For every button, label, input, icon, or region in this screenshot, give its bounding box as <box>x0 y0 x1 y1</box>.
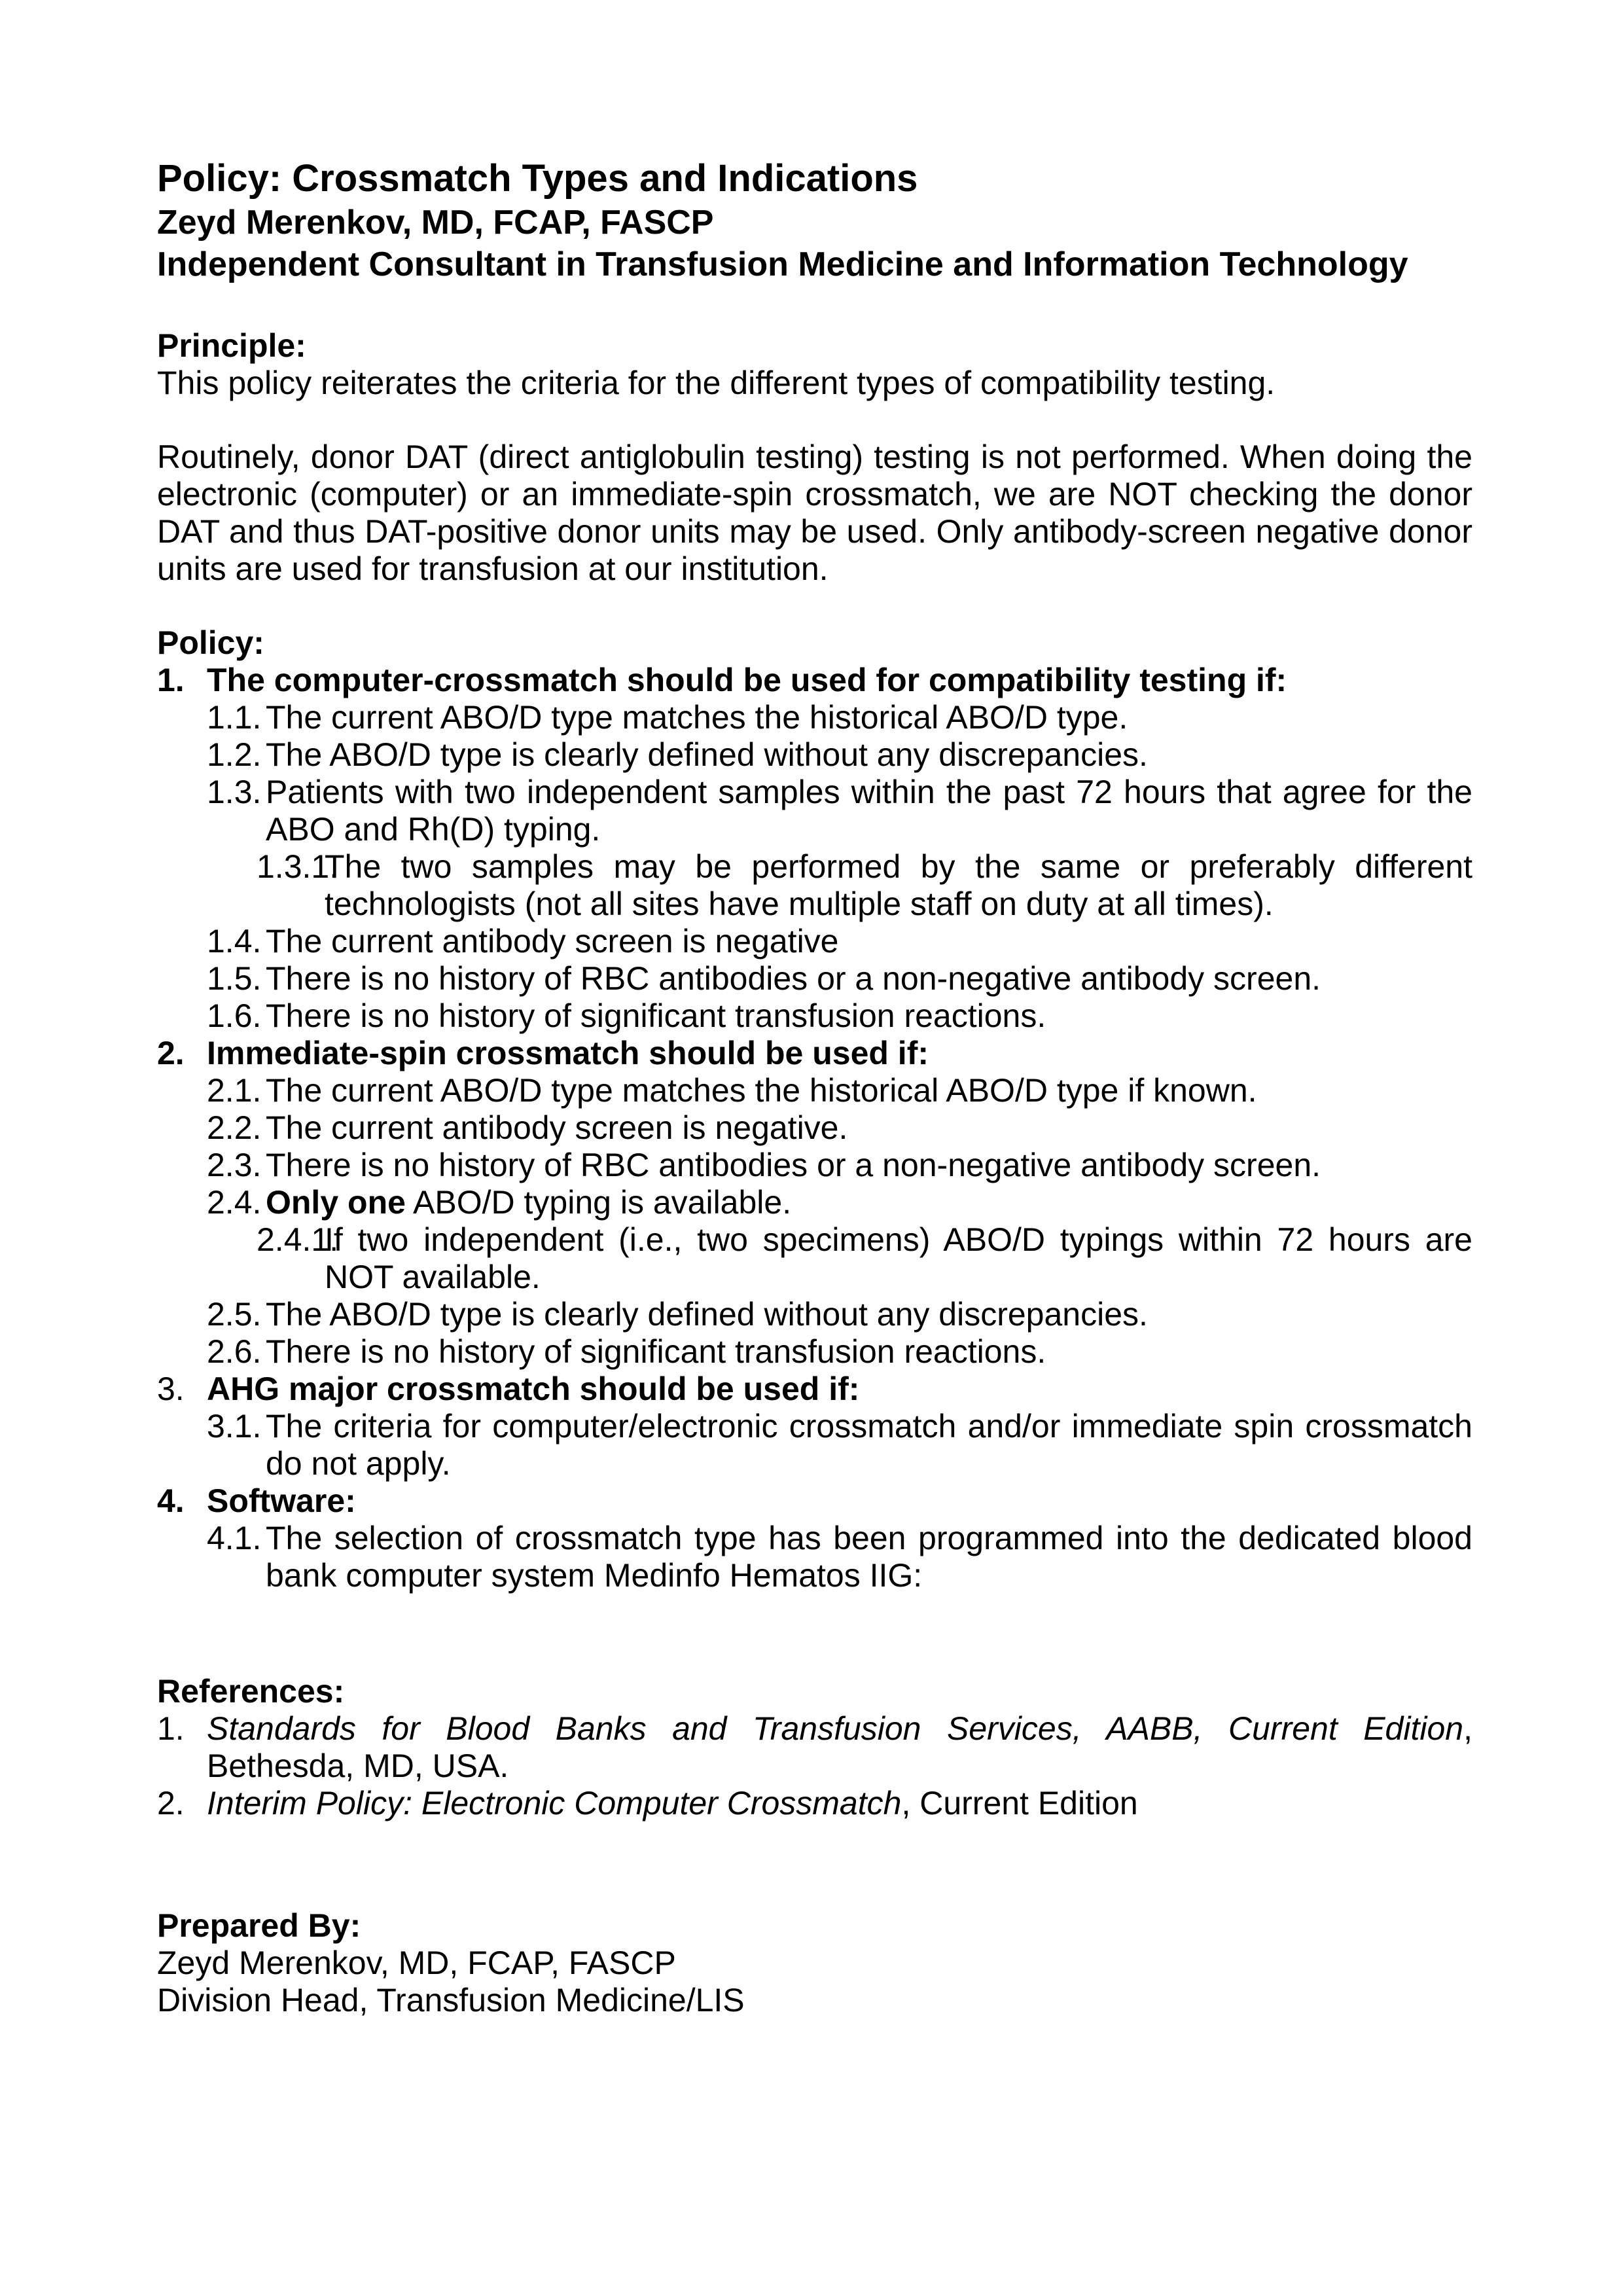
policy-heading: Policy: <box>157 624 264 661</box>
item-text: The ABO/D type is clearly defined without any discrepancies. <box>266 1296 1148 1333</box>
policy-item-2-5 <box>157 1296 1472 1333</box>
item-number: 4.1. <box>207 1520 262 1556</box>
item-number: 1.2. <box>207 736 262 773</box>
section-title: The computer-crossmatch should be used for compatibility testing if: <box>207 662 1287 698</box>
prepared-by-role: Division Head, Transfusion Medicine/LIS <box>157 1982 745 2018</box>
item-number: 1.5. <box>207 960 262 997</box>
policy-item-1-4 <box>157 923 1472 960</box>
reference-title: Standards for Blood Banks and Transfusion Services, AABB, Current Edition <box>207 1710 1464 1747</box>
item-text-rest: ABO/D typing is available. <box>405 1184 792 1221</box>
item-number: 3.1. <box>207 1408 262 1444</box>
policy-item-2-4-1 <box>157 1221 1472 1296</box>
policy-item-3-1 <box>157 1408 1472 1482</box>
policy-item-2-1 <box>157 1072 1472 1109</box>
affiliation-line: Independent Consultant in Transfusion Medicine and Information Technology <box>157 245 1408 283</box>
section-number: 3. <box>157 1371 185 1407</box>
emphasis-text: Only one <box>266 1184 406 1221</box>
item-text: There is no history of significant transfusion reactions. <box>266 1333 1046 1370</box>
policy-item-2-4 <box>157 1184 1472 1221</box>
item-number: 2.4. <box>207 1184 262 1221</box>
section-title: Software: <box>207 1482 356 1519</box>
section-title: AHG major crossmatch should be used if: <box>207 1371 860 1407</box>
policy-item-1-6 <box>157 997 1472 1035</box>
item-number: 2.2. <box>207 1109 262 1146</box>
section-number: 2. <box>157 1035 185 1071</box>
item-number: 2.5. <box>207 1296 262 1333</box>
item-text: The current antibody screen is negative <box>266 923 839 960</box>
reference-number: 1. <box>157 1710 185 1747</box>
item-text: There is no history of RBC antibodies or a non-negative antibody screen. <box>266 960 1321 997</box>
policy-item-1-3-1 <box>157 848 1472 923</box>
section-number: 1. <box>157 662 185 698</box>
policy-item-2-2 <box>157 1109 1472 1147</box>
reference-detail: , Bethesda, MD, USA. <box>207 1710 1472 1784</box>
prepared-by-heading: Prepared By: <box>157 1907 361 1944</box>
section-number: 4. <box>157 1482 185 1519</box>
author-line: Zeyd Merenkov, MD, FCAP, FASCP <box>157 204 714 242</box>
item-text: The current antibody screen is negative. <box>266 1109 848 1146</box>
reference-detail: , Current Edition <box>901 1785 1138 1821</box>
section-title: Immediate-spin crossmatch should be used if: <box>207 1035 929 1071</box>
principle-paragraph-2: Routinely, donor DAT (direct antiglobulin testing) testing is not performed. When doing the electronic (computer) or an immediate-spin crossmatch, we are NOT checking the donor DAT and thus DAT-positive donor units may be used. Only antibody-screen negative donor units are used for transfusion at our institution. <box>157 439 1472 587</box>
document-page <box>157 156 1472 2019</box>
item-text: The current ABO/D type matches the historical ABO/D type if known. <box>266 1072 1257 1109</box>
policy-item-1-3 <box>157 774 1472 848</box>
reference-2 <box>157 1785 1472 1822</box>
references-heading: References: <box>157 1673 345 1710</box>
policy-section-1 <box>157 662 1472 699</box>
item-number: 1.3.1. <box>257 848 339 885</box>
reference-1 <box>157 1710 1472 1785</box>
item-number: 2.6. <box>207 1333 262 1370</box>
policy-item-1-5 <box>157 960 1472 997</box>
item-text: The two samples may be performed by the same or preferably different technologists (not all sites have multiple staff on duty at all times). <box>325 848 1472 922</box>
reference-title: Interim Policy: Electronic Computer Crossmatch <box>207 1785 902 1821</box>
item-text <box>266 1184 1472 1221</box>
reference-number: 2. <box>157 1785 185 1821</box>
policy-item-2-3 <box>157 1147 1472 1184</box>
item-number: 1.1. <box>207 699 262 736</box>
prepared-by-name: Zeyd Merenkov, MD, FCAP, FASCP <box>157 1945 676 1981</box>
item-text: Patients with two independent samples within the past 72 hours that agree for the ABO and Rh(D) typing. <box>266 774 1472 848</box>
policy-section-2 <box>157 1035 1472 1072</box>
item-text: There is no history of RBC antibodies or a non-negative antibody screen. <box>266 1147 1321 1183</box>
document-title: Policy: Crossmatch Types and Indications <box>157 157 918 200</box>
item-text: The selection of crossmatch type has been programmed into the dedicated blood bank computer system Medinfo Hematos IIG: <box>266 1520 1472 1594</box>
policy-item-4-1 <box>157 1520 1472 1594</box>
item-number: 2.3. <box>207 1147 262 1183</box>
policy-section-4 <box>157 1482 1472 1520</box>
item-text: The current ABO/D type matches the historical ABO/D type. <box>266 699 1128 736</box>
item-number: 1.6. <box>207 997 262 1034</box>
reference-text <box>207 1710 1472 1785</box>
item-number: 1.3. <box>207 774 262 810</box>
policy-item-1-1 <box>157 699 1472 736</box>
policy-section-3 <box>157 1371 1472 1408</box>
principle-heading: Principle: <box>157 327 306 364</box>
reference-text <box>207 1785 1472 1822</box>
item-text: The criteria for computer/electronic crossmatch and/or immediate spin crossmatch do not apply. <box>266 1408 1472 1482</box>
item-number: 2.4.1. <box>257 1221 339 1258</box>
item-text: If two independent (i.e., two specimens) ABO/D typings within 72 hours are NOT available. <box>325 1221 1472 1295</box>
item-text: There is no history of significant transfusion reactions. <box>266 997 1046 1034</box>
principle-paragraph-1: This policy reiterates the criteria for the different types of compatibility testing. <box>157 365 1275 401</box>
policy-item-1-2 <box>157 736 1472 774</box>
item-number: 1.4. <box>207 923 262 960</box>
item-number: 2.1. <box>207 1072 262 1109</box>
item-text: The ABO/D type is clearly defined without any discrepancies. <box>266 736 1148 773</box>
policy-item-2-6 <box>157 1333 1472 1371</box>
